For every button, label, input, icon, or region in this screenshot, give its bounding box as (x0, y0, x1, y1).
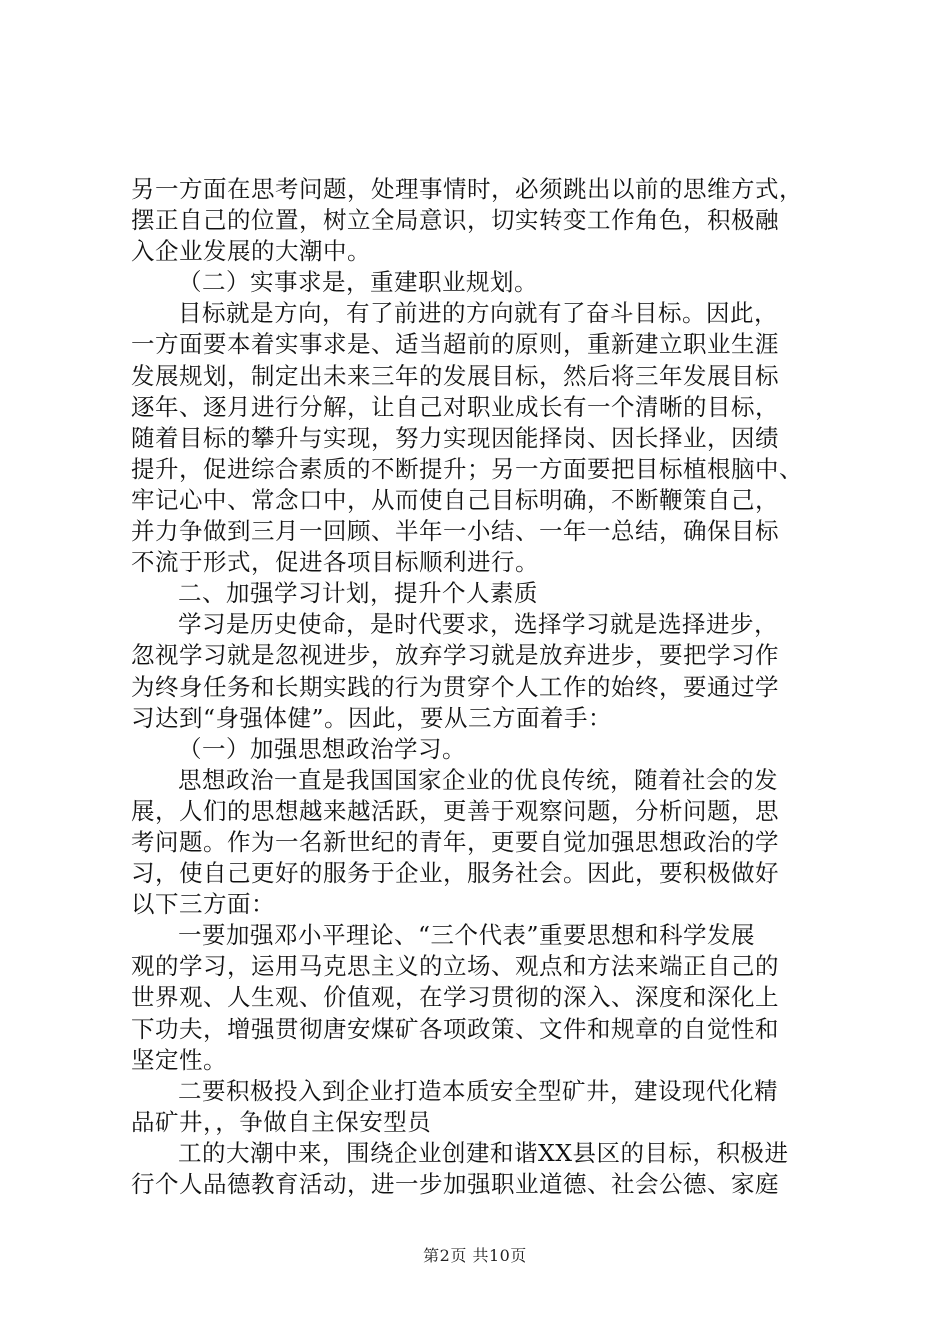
text-line: 摆正自己的位置，树立全局意识，切实转变工作角色，积极融 (131, 206, 779, 235)
text-line: 逐年、逐月进行分解，让自己对职业成长有一个清晰的目标， (131, 392, 779, 421)
text-line: 二、加强学习计划，提升个人素质 (178, 579, 538, 608)
text-line: 一方面要本着实事求是、适当超前的原则，重新建立职业生涯 (131, 330, 779, 359)
document-body (131, 174, 831, 1200)
text-line: 二要积极投入到企业打造本质安全型矿井，建设现代化精 (178, 1076, 778, 1105)
text-line: 以下三方面： (131, 890, 275, 919)
text-line: 不流于形式，促进各项目标顺利进行。 (131, 548, 539, 577)
text-line: 一要加强邓小平理论、“三个代表”重要思想和科学发展 (178, 921, 756, 950)
text-line: 入企业发展的大潮中。 (131, 237, 371, 266)
text-line: 工的大潮中来，围绕企业创建和谐XX县区的目标，积极进 (178, 1138, 789, 1167)
text-line: 下功夫，增强贯彻唐安煤矿各项政策、文件和规章的自觉性和 (131, 1014, 779, 1043)
text-line: 忽视学习就是忽视进步，放弃学习就是放弃进步，要把学习作 (131, 641, 779, 670)
text-line: 目标就是方向，有了前进的方向就有了奋斗目标。因此， (178, 299, 778, 328)
text-line: 提升，促进综合素质的不断提升；另一方面要把目标植根脑中、 (131, 454, 803, 483)
text-line: 为终身任务和长期实践的行为贯穿个人工作的始终，要通过学 (131, 672, 779, 701)
text-line: 并力争做到三月一回顾、半年一小结、一年一总结，确保目标 (131, 517, 779, 546)
text-line: 随着目标的攀升与实现，努力实现因能择岗、因长择业，因绩 (131, 423, 779, 452)
text-line: 习，使自己更好的服务于企业，服务社会。因此，要积极做好 (131, 859, 779, 888)
text-line: 世界观、人生观、价值观，在学习贯彻的深入、深度和深化上 (131, 983, 779, 1012)
text-line: 行个人品德教育活动，进一步加强职业道德、社会公德、家庭 (131, 1170, 779, 1198)
text-line: 坚定性。 (131, 1045, 227, 1074)
text-line: 习达到“身强体健”。因此，要从三方面着手： (131, 703, 613, 732)
page-number-footer: 第2页 共10页 (423, 1246, 527, 1265)
text-line: 思想政治一直是我国国家企业的优良传统，随着社会的发 (178, 765, 778, 794)
text-line: 品矿井，，争做自主保安型员 (131, 1107, 432, 1136)
text-line: （一）加强思想政治学习。 (178, 734, 466, 763)
text-line: 另一方面在思考问题，处理事情时，必须跳出以前的思维方式， (131, 175, 803, 203)
text-line: 展，人们的思想越来越活跃，更善于观察问题，分析问题，思 (131, 796, 779, 825)
text-line: （二）实事求是，重建职业规划。 (178, 268, 538, 297)
text-line: 考问题。作为一名新世纪的青年，更要自觉加强思想政治的学 (131, 827, 779, 856)
text-line: 牢记心中、常念口中，从而使自己目标明确，不断鞭策自己， (131, 485, 779, 514)
text-line: 观的学习，运用马克思主义的立场、观点和方法来端正自己的 (131, 952, 779, 981)
text-line: 发展规划，制定出未来三年的发展目标，然后将三年发展目标 (131, 361, 779, 390)
text-line: 学习是历史使命，是时代要求，选择学习就是选择进步， (178, 610, 778, 639)
